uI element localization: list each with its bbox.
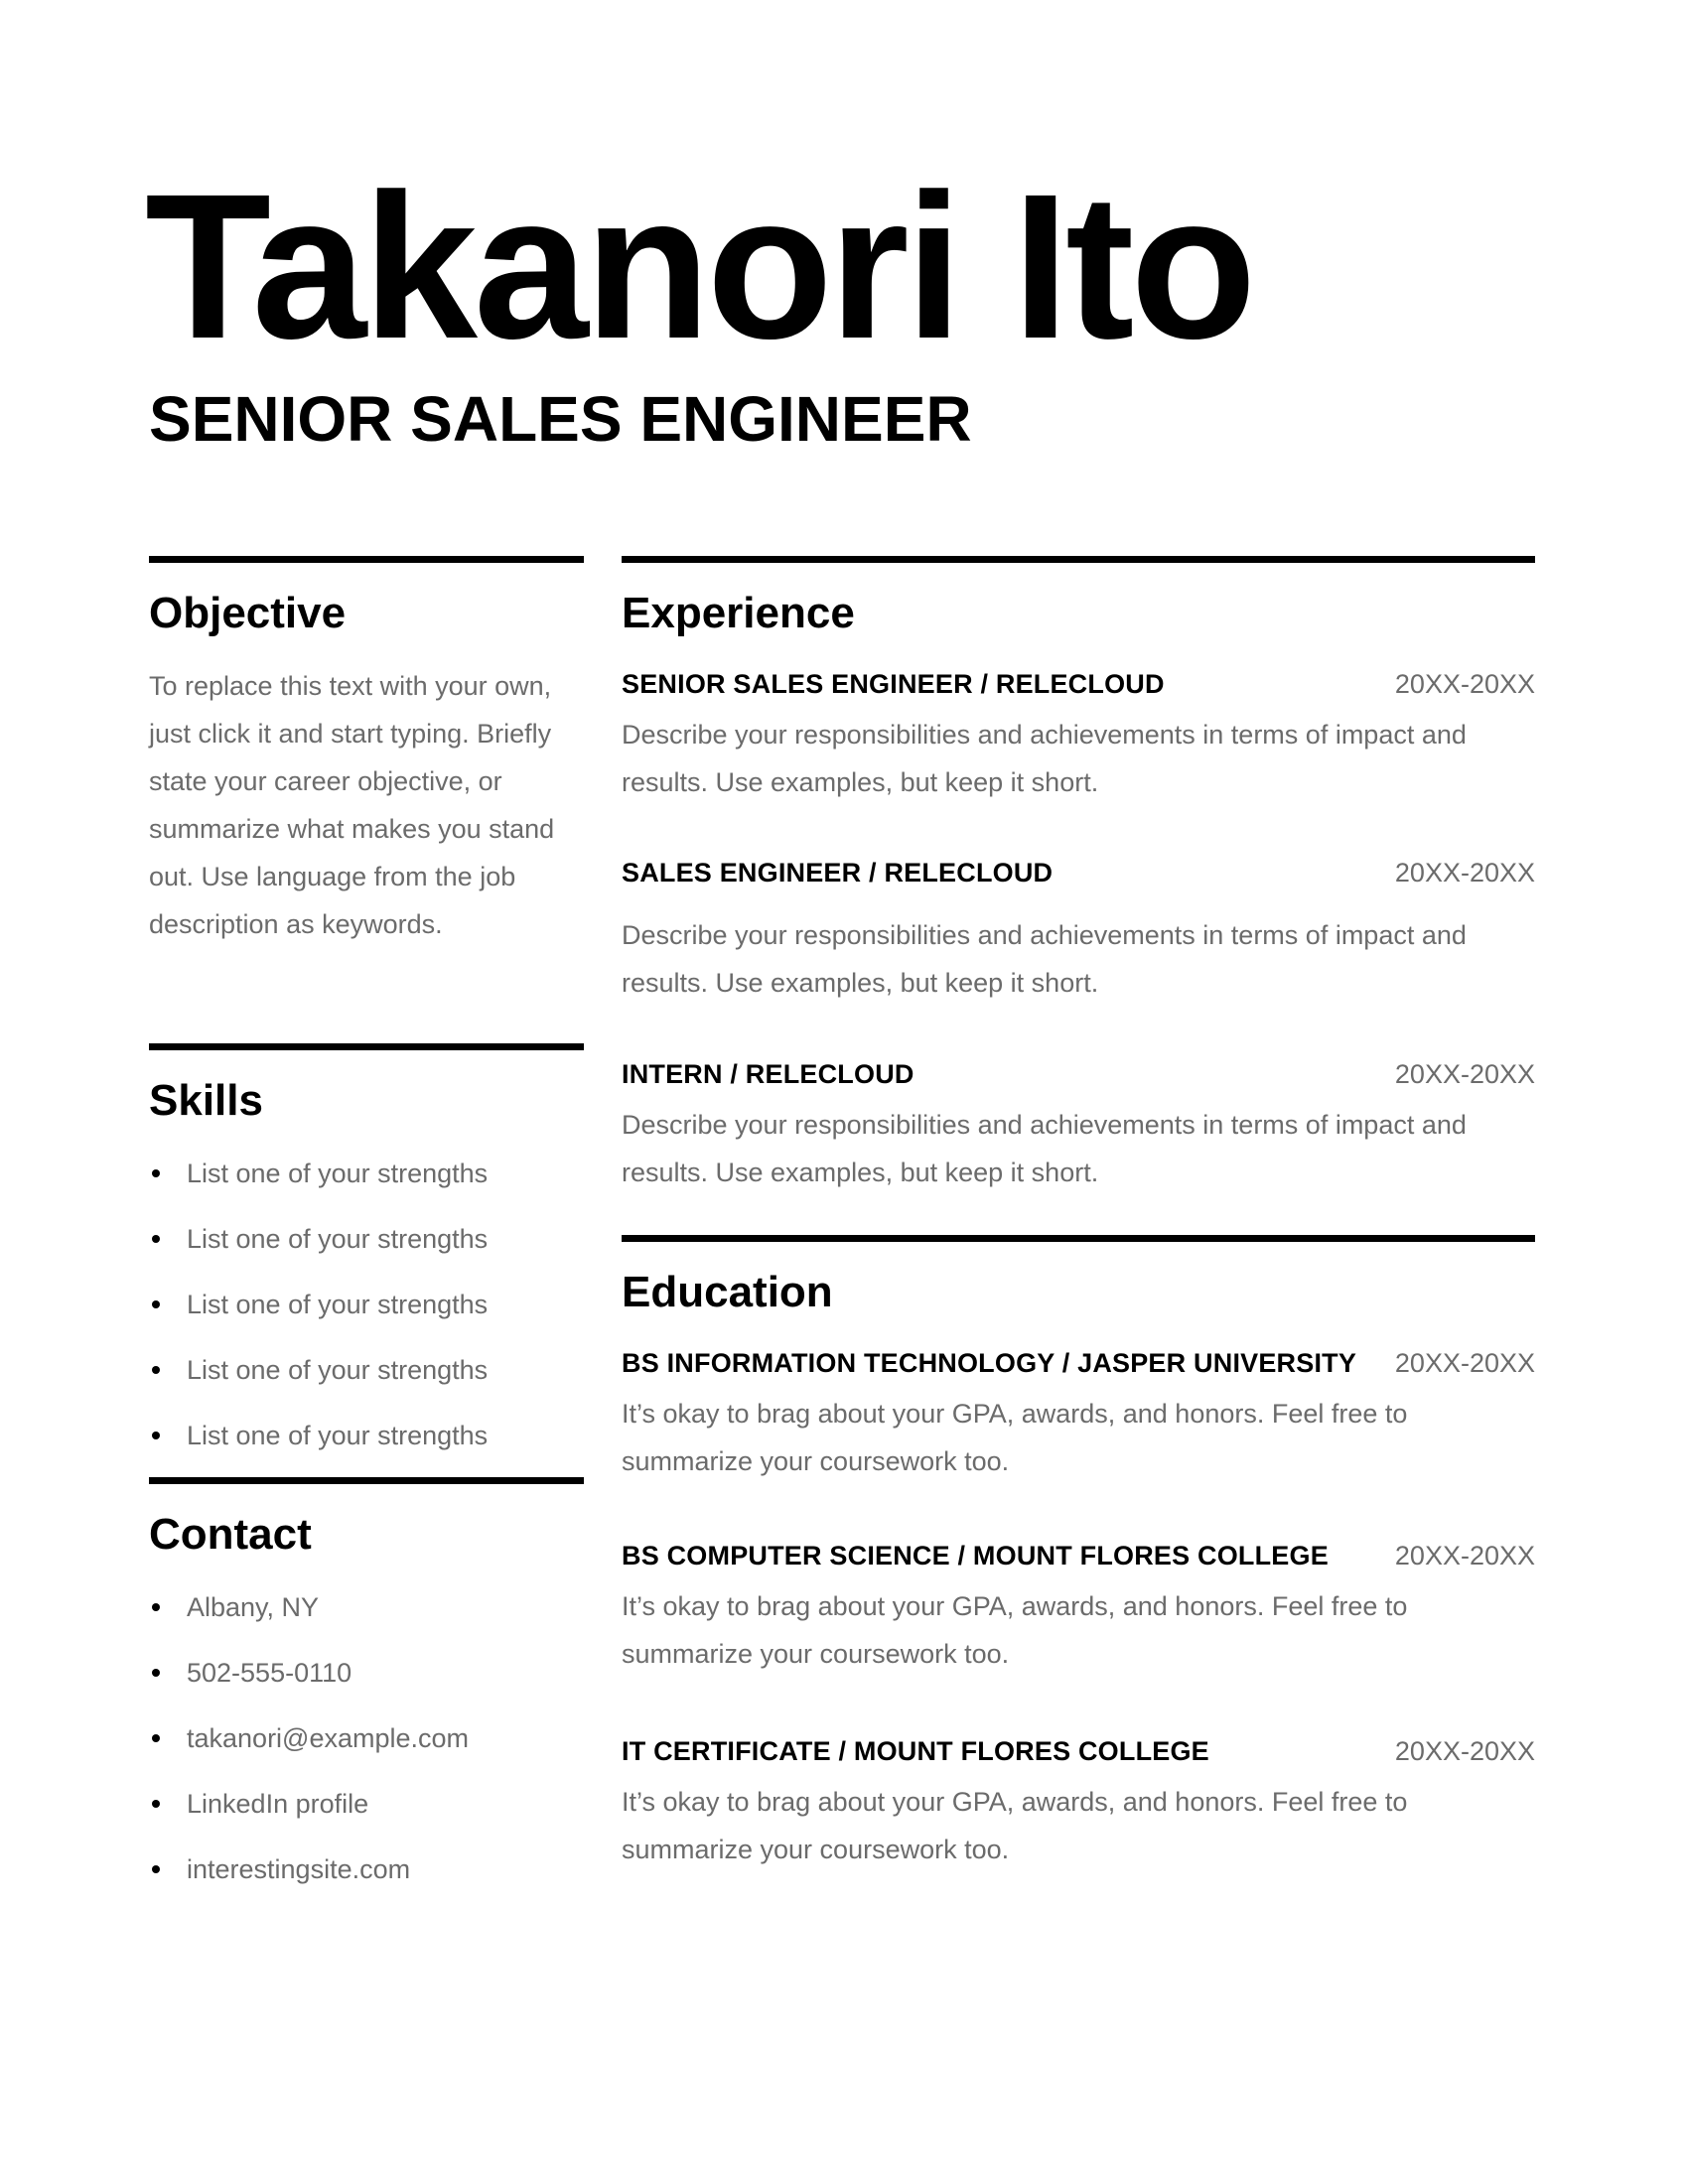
education-entry-dates: 20XX-20XX [1394,1348,1535,1378]
experience-entry [622,669,1535,858]
objective-heading: Objective [149,589,347,637]
experience-entry-dates: 20XX-20XX [1394,858,1535,887]
experience-entry-description: Describe your responsibilities and achievements in terms of impact and results. Use examples, but keep it short. [622,720,1467,797]
contact-list [149,1574,584,1902]
education-section [622,1235,1535,1873]
education-entry-description: It’s okay to brag about your GPA, awards, and honors. Feel free to summarize your coursework too. [622,1787,1408,1864]
experience-entry-title: SENIOR SALES ENGINEER / RELECLOUD [622,669,1165,699]
education-entry [622,1348,1535,1541]
bullet-icon [152,1300,160,1308]
contact-divider [149,1477,584,1484]
bullet-icon [152,1865,160,1873]
objective-text: To replace this text with your own, just click it and start typing. Briefly state your career objective, or summarize what makes you stand out. Use language from the job description as keywords. [149,671,555,939]
education-entry-title: BS INFORMATION TECHNOLOGY / JASPER UNIVERSITY [622,1348,1357,1378]
skill-item: List one of your strengths [149,1272,584,1337]
experience-entry-dates: 20XX-20XX [1394,1059,1535,1089]
skills-section [149,1043,584,1477]
contact-phone: 502-555-0110 [149,1640,584,1706]
bullet-icon [152,1432,160,1439]
education-entry [622,1736,1535,1873]
skills-divider [149,1043,584,1050]
education-entry-dates: 20XX-20XX [1394,1736,1535,1766]
resume-name: Takanori Ito [145,152,1253,382]
education-entry-dates: 20XX-20XX [1394,1541,1535,1570]
education-entry-description: It’s okay to brag about your GPA, awards, and honors. Feel free to summarize your coursework too. [622,1591,1408,1669]
experience-entry-dates: 20XX-20XX [1394,669,1535,699]
skills-heading: Skills [149,1076,263,1125]
contact-heading: Contact [149,1510,312,1559]
objective-section [149,556,584,1043]
skill-item: List one of your strengths [149,1206,584,1272]
bullet-icon [152,1734,160,1742]
right-column [622,556,1535,1873]
experience-entry [622,1059,1535,1196]
experience-entry [622,858,1535,1059]
skill-item: List one of your strengths [149,1337,584,1403]
education-heading: Education [622,1268,833,1316]
experience-section [622,556,1535,1235]
experience-entry-title: INTERN / RELECLOUD [622,1059,914,1089]
education-entry-title: IT CERTIFICATE / MOUNT FLORES COLLEGE [622,1736,1209,1766]
experience-heading: Experience [622,589,855,637]
education-entry-description: It’s okay to brag about your GPA, awards, and honors. Feel free to summarize your coursework too. [622,1399,1408,1476]
contact-linkedin[interactable]: LinkedIn profile [149,1771,584,1837]
experience-divider [622,556,1535,563]
bullet-icon [152,1603,160,1611]
resume-job-title: SENIOR SALES ENGINEER [149,383,972,455]
bullet-icon [152,1800,160,1808]
education-entry [622,1541,1535,1736]
bullet-icon [152,1235,160,1243]
bullet-icon [152,1366,160,1374]
skill-item: List one of your strengths [149,1403,584,1468]
left-column [149,556,584,1902]
education-entry-title: BS COMPUTER SCIENCE / MOUNT FLORES COLLEGE [622,1541,1329,1570]
experience-entry-description: Describe your responsibilities and achievements in terms of impact and results. Use examples, but keep it short. [622,920,1467,998]
bullet-icon [152,1169,160,1177]
experience-entry-title: SALES ENGINEER / RELECLOUD [622,858,1054,887]
education-divider [622,1235,1535,1242]
skills-list [149,1141,584,1468]
contact-section [149,1477,584,1902]
contact-email[interactable]: takanori@example.com [149,1706,584,1771]
contact-website[interactable]: interestingsite.com [149,1837,584,1902]
objective-divider [149,556,584,563]
skill-item: List one of your strengths [149,1141,584,1206]
contact-location: Albany, NY [149,1574,584,1640]
experience-entry-description: Describe your responsibilities and achievements in terms of impact and results. Use examples, but keep it short. [622,1110,1467,1187]
bullet-icon [152,1669,160,1677]
